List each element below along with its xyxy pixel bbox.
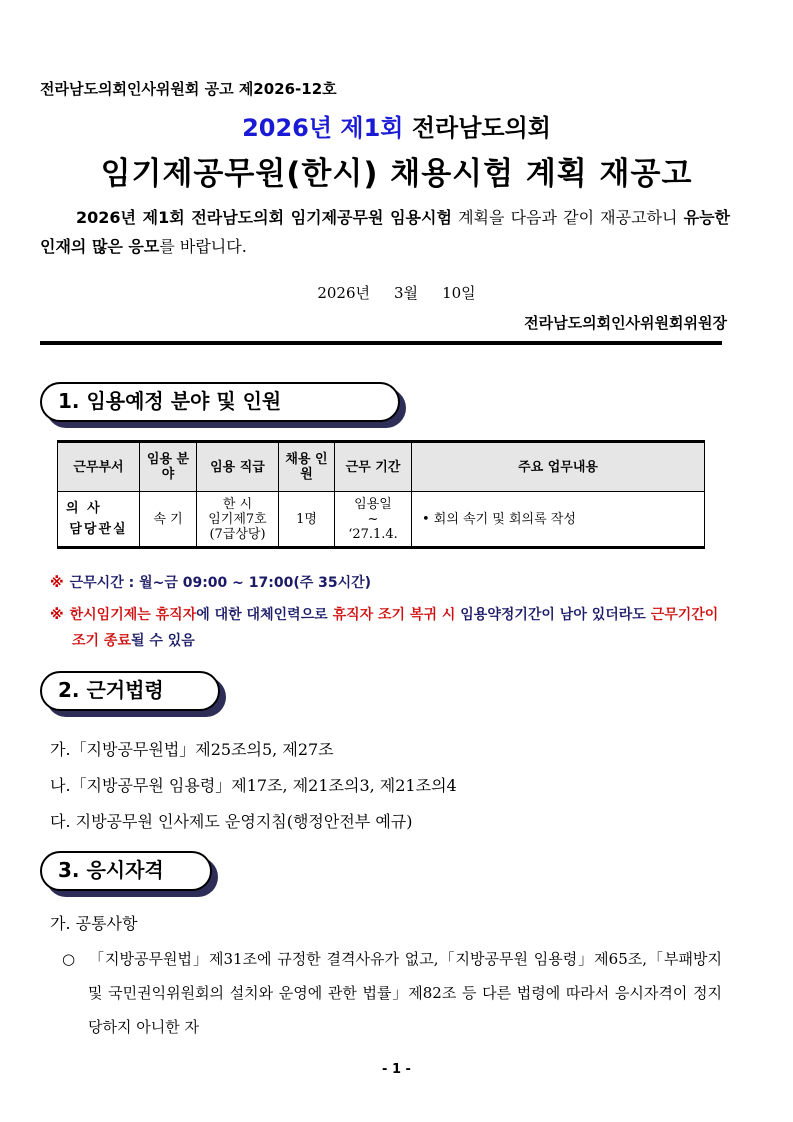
- grade-line2: 임기제7호: [208, 511, 267, 527]
- date-year: 2026년: [317, 284, 371, 302]
- notice-number: 전라남도의회인사위원회 공고 제2026-12호: [40, 80, 337, 98]
- col-count: 채용 인원: [279, 442, 335, 492]
- col-duty: 주요 업무내용: [412, 442, 705, 492]
- intro-paragraph: [40, 203, 730, 261]
- qualification-paragraph: [62, 942, 722, 1044]
- section2-title: 2. 근거법령: [58, 678, 164, 702]
- date-day: 10일: [442, 284, 476, 302]
- note2-e: 근무기간이 조기 종료: [72, 607, 719, 649]
- date-month: 3월: [394, 284, 419, 302]
- period-line3: ‘27.1.4.: [348, 526, 398, 542]
- col-period: 근무 기간: [335, 442, 412, 492]
- table-header-row: [58, 442, 705, 492]
- note-temporary: [50, 602, 730, 654]
- note2-f: 될 수 있음: [130, 633, 195, 649]
- dept-line2: 담당관실: [69, 522, 128, 537]
- note2-c: 휴직자 조기 복귀 시: [332, 607, 456, 623]
- intro-bold-1: 2026년 제1회 전라남도의회 임기제공무원 임용시험: [76, 208, 452, 227]
- section1-title: 1. 임용예정 분야 및 인원: [58, 389, 282, 413]
- note2-d: 임용약정기간이 남아 있더라도: [455, 607, 651, 623]
- table-row: [58, 492, 705, 548]
- subtitle: [0, 108, 793, 143]
- note2-b: 에 대한 대체인력으로: [196, 607, 333, 623]
- section3-title: 3. 응시자격: [58, 858, 164, 882]
- period-line1: 임용일: [354, 496, 392, 512]
- note1-text: 근무시간 : 월~금 09:00 ~ 17:00(주 35시간): [69, 575, 372, 591]
- subtitle-year: 2026년 제1회: [242, 114, 404, 142]
- note2-a: 한시임기제는 휴직자: [69, 607, 197, 623]
- law-item-2: 나.「지방공무원 임용령」제17조, 제21조의3, 제21조의4: [50, 776, 457, 795]
- bullet-circle: ○: [62, 950, 76, 968]
- col-grade: 임용 직급: [197, 442, 279, 492]
- subsection-common: 가. 공통사항: [50, 914, 138, 933]
- recruitment-table: [57, 440, 705, 549]
- cell-dept: [58, 492, 140, 548]
- subtitle-org: 전라남도의회: [411, 114, 551, 142]
- page-title: 임기제공무원(한시) 채용시험 계획 재공고: [100, 156, 693, 192]
- intro-end: 를 바랍니다.: [159, 237, 247, 256]
- law-item-1: 가.「지방공무원법」제25조의5, 제27조: [50, 740, 334, 759]
- qualification-text: 「지방공무원법」제31조에 규정한 결격사유가 없고,「지방공무원 임용령」제65조,「부패방지 및 국민권익위원회의 설치와 운영에 관한 법률」제82조 등 다른 법령에 따라서 응시자격이 정지당하지 아니한 자: [88, 950, 722, 1036]
- notice-date: [0, 282, 793, 303]
- section1-header: [40, 382, 400, 422]
- signer: 전라남도의회인사위원회위원장: [524, 314, 727, 332]
- col-dept: 근무부서: [58, 442, 140, 492]
- grade-line3: (7급상당): [209, 526, 266, 542]
- col-field: 임용 분야: [140, 442, 197, 492]
- law-item-3: 다. 지방공무원 인사제도 운영지침(행정안전부 예규): [50, 812, 413, 831]
- cell-field: 속 기: [140, 492, 197, 548]
- grade-line1: 한 시: [222, 496, 253, 512]
- note-work-hours: [50, 571, 371, 595]
- note-mark-2: ※: [50, 607, 64, 623]
- intro-mid: 계획을 다음과 같이 재공고하니: [451, 208, 684, 227]
- cell-grade: [197, 492, 279, 548]
- note-mark-1: ※: [50, 575, 64, 591]
- intro-bold-2: 유능한 인재의 많은 응모: [40, 208, 730, 256]
- divider: [40, 341, 722, 345]
- dept-line1: 의 사: [66, 501, 102, 516]
- cell-count: 1명: [279, 492, 335, 548]
- cell-duty: • 회의 속기 및 회의록 작성: [412, 492, 705, 548]
- page-number: - 1 -: [382, 1062, 411, 1077]
- section3-header: [40, 851, 212, 891]
- period-line2: ~: [367, 511, 379, 527]
- cell-period: [335, 492, 412, 548]
- section2-header: [40, 671, 220, 711]
